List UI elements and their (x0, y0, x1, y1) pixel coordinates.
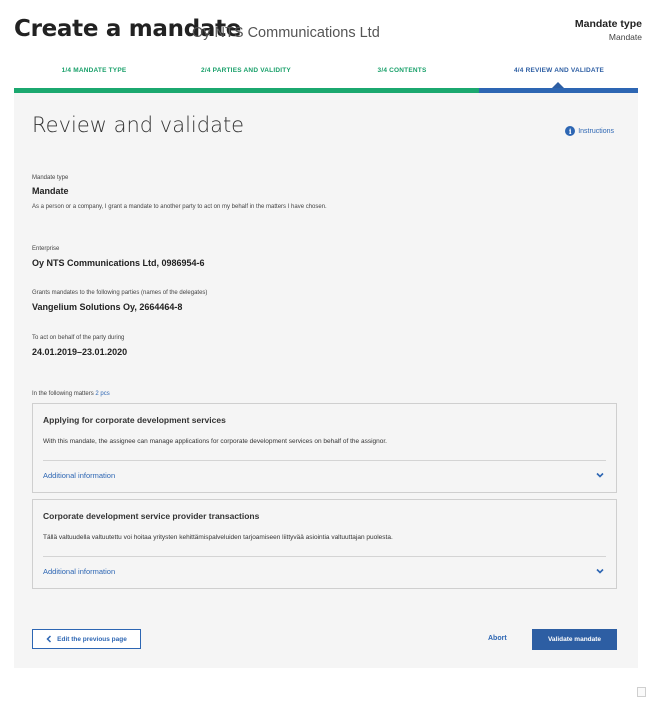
section-title: Review and validate (32, 113, 245, 137)
additional-info-link[interactable]: Additional information (43, 471, 116, 480)
mandate-type-header-value: Mandate (608, 32, 642, 42)
page-title: Create a mandate (14, 16, 242, 42)
step-contents[interactable]: 3/4 CONTENTS (377, 67, 427, 74)
enterprise-value: Oy NTS Communications Ltd, 0986954-6 (32, 258, 205, 268)
matter-card (32, 499, 617, 589)
resize-handle (637, 687, 646, 697)
mandate-type-label: Mandate type (32, 175, 69, 181)
step-parties-validity[interactable]: 2/4 PARTIES AND VALIDITY (201, 67, 291, 74)
divider (43, 460, 606, 461)
matter-description: With this mandate, the assignee can manage applications for corporate development services on behalf of the assignor. (43, 438, 387, 445)
company-name: Oy NTS Communications Ltd (192, 25, 380, 41)
instructions-link[interactable] (565, 126, 614, 136)
page-header (14, 14, 642, 56)
chevron-down-icon[interactable] (595, 566, 605, 576)
validate-mandate-button[interactable]: Validate mandate (532, 629, 617, 650)
abort-link[interactable]: Abort (488, 635, 507, 642)
period-value: 24.01.2019–23.01.2020 (32, 347, 128, 357)
mandate-type-description: As a person or a company, I grant a mandate to another party to act on my behalf in the matters I have chosen. (32, 204, 327, 210)
divider (43, 556, 606, 557)
delegates-label: Grants mandates to the following parties (names of the delegates) (32, 290, 208, 296)
matter-title: Applying for corporate development services (43, 415, 226, 425)
matters-label-text: In the following matters (32, 391, 94, 397)
edit-previous-page-label: Edit the previous page (57, 635, 127, 643)
instructions-label: Instructions (578, 127, 614, 135)
delegates-value: Vangelium Solutions Oy, 2664464-8 (32, 302, 183, 312)
step-mandate-type[interactable]: 1/4 MANDATE TYPE (61, 67, 127, 74)
edit-previous-page-button[interactable] (32, 629, 141, 649)
matters-count: 2 pcs (95, 391, 110, 397)
review-card (14, 93, 638, 668)
chevron-down-icon[interactable] (595, 470, 605, 480)
mandate-type-header-label: Mandate type (574, 18, 642, 30)
chevron-left-icon (46, 635, 52, 643)
step-review-validate: 4/4 REVIEW AND VALIDATE (513, 67, 605, 74)
mandate-type-value: Mandate (32, 186, 69, 196)
enterprise-label: Enterprise (32, 246, 60, 252)
period-label: To act on behalf of the party during (32, 335, 125, 341)
info-icon: i (565, 126, 575, 136)
matters-label (32, 391, 110, 397)
matter-card (32, 403, 617, 493)
additional-info-link[interactable]: Additional information (43, 567, 116, 576)
matter-description: Tällä valtuudella valtuutettu voi hoitaa yritysten kehittämispalveluiden tarjoamiseen liittyvää asiointia valtuuttajan puolesta. (43, 534, 393, 541)
matter-title: Corporate development service provider transactions (43, 511, 260, 521)
